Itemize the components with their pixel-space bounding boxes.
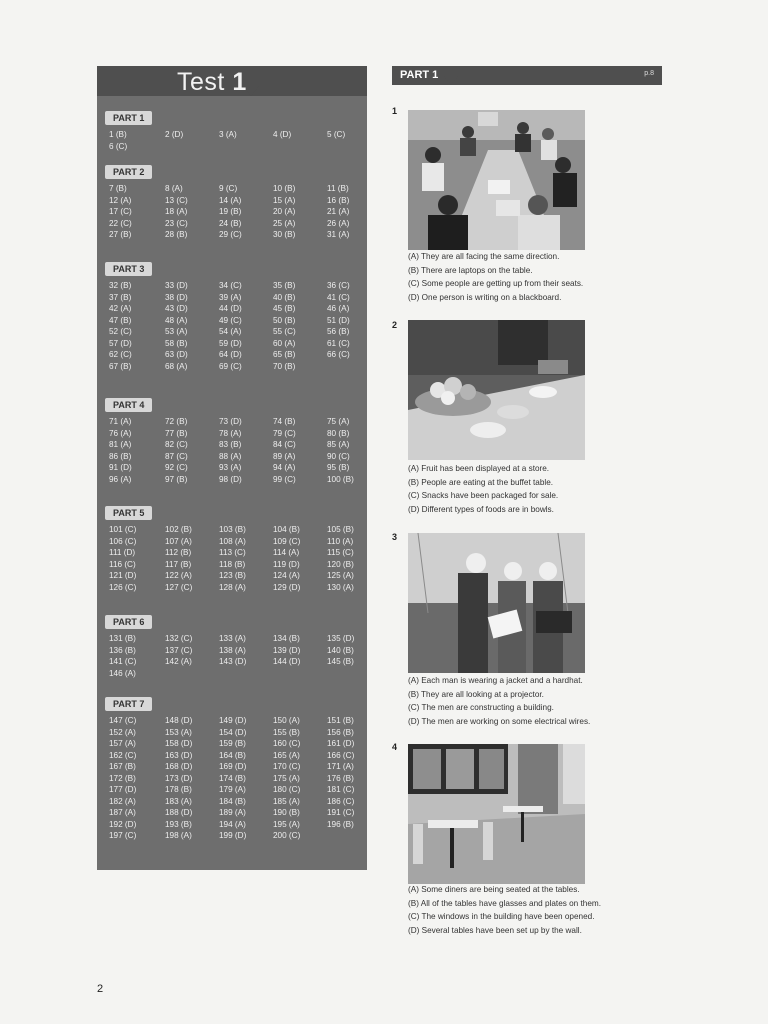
answer-item: 128 (A) [219,582,246,592]
answer-item: 84 (C) [273,440,296,449]
answer-item: 3 (A) [219,130,237,139]
answer-item: 39 (A) [219,292,242,302]
answer-item: 156 (B) [327,727,354,737]
answer-item: 155 (B) [273,727,300,737]
option-d: (D) The men are working on some electrical wires. [408,716,591,726]
answer-item: 198 (A) [165,831,192,840]
answer-item: 117 (B) [165,559,192,569]
answer-item: 81 (A) [109,440,132,449]
answer-item: 193 (B) [165,819,192,829]
answer-item: 78 (A) [219,428,242,438]
answer-item: 94 (A) [273,463,296,472]
answer-item: 186 (C) [327,796,355,806]
answer-item: 54 (A) [219,327,242,336]
answer-item: 145 (B) [327,657,354,666]
answer-item: 34 (C) [219,281,242,290]
answer-item: 121 (D) [109,571,137,580]
answer-item: 129 (D) [273,582,301,592]
answer-item: 115 (C) [327,548,354,557]
answer-grid [105,280,361,372]
answer-item: 174 (B) [219,773,246,783]
answer-item: 181 (C) [327,785,355,794]
answer-item: 48 (A) [165,315,188,325]
answer-item: 126 (C) [109,582,137,592]
answer-item: 171 (A) [327,762,354,771]
answer-item: 23 (C) [165,218,188,228]
answer-item: 137 (C) [165,645,193,655]
part-label: PART 7 [105,697,152,711]
answer-item: 116 (C) [109,559,136,569]
answer-item: 50 (B) [273,315,296,325]
answer-part-6 [105,612,361,679]
answer-item: 63 (D) [165,350,188,359]
page-reference: p.8 [644,70,654,77]
answer-item: 35 (B) [273,281,296,290]
test-title-word: Test [177,68,225,96]
answer-item: 146 (A) [109,668,136,678]
answer-item: 100 (B) [327,474,354,484]
answer-item: 51 (D) [327,315,350,325]
answer-item: 166 (C) [327,750,355,760]
answer-item: 183 (A) [165,796,192,806]
answer-item: 178 (B) [165,785,192,794]
answer-item: 61 (C) [327,338,350,348]
answer-item: 158 (D) [165,739,193,748]
option-a: (A) Each man is wearing a jacket and a hardhat. [408,676,583,685]
answer-item: 179 (A) [219,785,246,794]
answer-item: 4 (D) [273,130,292,139]
answer-item: 19 (B) [219,207,242,216]
answer-item: 79 (C) [273,428,296,438]
question-1-options [408,250,648,304]
option-a: (A) Fruit has been displayed at a store. [408,464,550,473]
answer-item: 190 (B) [273,808,300,817]
answer-item: 41 (C) [327,292,350,302]
answer-item: 57 (D) [109,338,132,348]
answer-item: 15 (A) [273,195,296,205]
part-header-label: PART 1 [400,69,439,81]
answer-item: 191 (C) [327,808,355,817]
answer-item: 104 (B) [273,525,300,534]
part-label: PART 3 [105,262,152,276]
answer-item: 56 (B) [327,327,350,336]
answer-grid [105,183,361,241]
answer-item: 53 (A) [165,327,188,336]
answer-item: 28 (B) [165,230,188,239]
answer-item: 151 (B) [327,716,354,725]
answer-grid [105,129,361,152]
answer-item: 139 (D) [273,645,301,655]
answer-item: 114 (A) [273,548,300,557]
answer-item: 32 (B) [109,281,132,290]
answer-item: 173 (D) [165,773,193,783]
option-b: (B) They are all looking at a projector. [408,689,544,699]
answer-item: 70 (B) [273,361,296,371]
answer-item: 142 (A) [165,657,192,666]
question-2-options [408,462,648,516]
cafe-photo [408,744,585,884]
answer-item: 95 (B) [327,463,350,472]
option-c: (C) Some people are getting up from their seats. [408,279,584,288]
answer-item: 153 (A) [165,727,192,737]
answer-item: 38 (D) [165,292,188,302]
answer-item: 86 (B) [109,451,132,461]
answer-item: 22 (C) [109,218,132,228]
answer-item: 188 (D) [165,808,193,817]
answer-item: 144 (D) [273,657,301,666]
answer-item: 18 (A) [165,207,188,216]
option-a: (A) They are all facing the same direction. [408,252,560,261]
answer-item: 162 (C) [109,750,137,760]
question-3-options [408,674,648,728]
answer-item: 69 (C) [219,361,242,371]
answer-grid [105,633,361,679]
answer-item: 68 (A) [165,361,188,371]
answer-item: 1 (B) [109,130,127,139]
part-label: PART 5 [105,506,152,520]
answer-item: 36 (C) [327,281,350,290]
answer-item: 66 (C) [327,350,350,359]
question-number-2: 2 [392,320,398,330]
answer-item: 96 (A) [109,474,132,484]
answer-item: 62 (C) [109,350,132,359]
answer-item: 168 (D) [165,762,193,771]
answer-part-5 [105,503,361,593]
answer-grid [105,416,361,485]
answer-item: 64 (D) [219,350,242,359]
answer-item: 9 (C) [219,184,238,193]
answer-item: 99 (C) [273,474,296,484]
answer-item: 118 (B) [219,559,246,569]
option-a: (A) Some diners are being seated at the tables. [408,885,580,894]
answer-item: 120 (B) [327,559,354,569]
answer-item: 7 (B) [109,184,127,193]
answer-item: 194 (A) [219,819,246,829]
answer-item: 197 (C) [109,831,137,840]
answer-item: 72 (B) [165,417,188,426]
answer-item: 110 (A) [327,536,354,546]
answer-item: 27 (B) [109,230,132,239]
answer-item: 177 (D) [109,785,137,794]
answer-item: 175 (A) [273,773,300,783]
answer-item: 47 (B) [109,315,132,325]
part-header-notch [444,76,458,85]
answer-item: 122 (A) [165,571,192,580]
answer-item: 111 (D) [109,548,136,557]
answer-item: 88 (A) [219,451,242,461]
answer-item: 85 (A) [327,440,350,449]
answer-item: 184 (B) [219,796,246,806]
answer-item: 24 (B) [219,218,242,228]
answer-item: 107 (A) [165,536,192,546]
answer-item: 52 (C) [109,327,132,336]
answer-item: 13 (C) [165,195,188,205]
answer-grid [105,715,361,842]
answer-item: 12 (A) [109,195,132,205]
option-c: (C) The windows in the building have been opened. [408,912,595,921]
answer-item: 187 (A) [109,808,136,817]
answer-item: 165 (A) [273,750,300,760]
answer-item: 130 (A) [327,582,354,592]
answer-item: 89 (A) [273,451,296,461]
answer-item: 119 (D) [273,559,300,569]
answer-item: 60 (A) [273,338,296,348]
answer-item: 37 (B) [109,292,132,302]
answer-item: 124 (A) [273,571,300,580]
answer-item: 143 (D) [219,657,247,666]
page-number: 2 [97,983,104,995]
answer-item: 112 (B) [165,548,192,557]
answer-item: 91 (D) [109,463,132,472]
answer-item: 150 (A) [273,716,300,725]
answer-item: 185 (A) [273,796,300,806]
option-b: (B) All of the tables have glasses and plates on them. [408,898,601,908]
answer-item: 101 (C) [109,525,137,534]
answer-item: 180 (C) [273,785,301,794]
answer-item: 67 (B) [109,361,132,371]
answer-item: 189 (A) [219,808,246,817]
workers-photo [408,533,585,673]
answer-item: 93 (A) [219,463,242,472]
answer-item: 160 (C) [273,739,301,748]
answer-item: 108 (A) [219,536,246,546]
answer-item: 113 (C) [219,548,246,557]
answer-item: 199 (D) [219,831,247,840]
answer-item: 55 (C) [273,327,296,336]
answer-item: 103 (B) [219,525,246,534]
option-c: (C) The men are constructing a building. [408,703,554,712]
answer-item: 149 (D) [219,716,247,725]
answer-item: 25 (A) [273,218,296,228]
answer-item: 97 (B) [165,474,188,484]
option-b: (B) People are eating at the buffet table. [408,477,554,487]
answer-item: 74 (B) [273,417,296,426]
answer-part-1 [105,108,361,152]
answer-item: 87 (C) [165,451,188,461]
option-d: (D) Different types of foods are in bowls. [408,504,554,514]
option-b: (B) There are laptops on the table. [408,265,533,275]
answer-item: 45 (B) [273,304,296,313]
answer-item: 200 (C) [273,831,301,840]
answer-item: 123 (B) [219,571,246,580]
answer-key-panel [97,66,367,870]
answer-item: 163 (D) [165,750,193,760]
answer-item: 20 (A) [273,207,296,216]
answer-item: 125 (A) [327,571,354,580]
answer-item: 170 (C) [273,762,301,771]
answer-item: 6 (C) [109,141,128,151]
answer-item: 161 (D) [327,739,355,748]
part-label: PART 2 [105,165,152,179]
option-c: (C) Snacks have been packaged for sale. [408,491,559,500]
question-4-options [408,883,648,937]
answer-item: 152 (A) [109,727,136,737]
answer-item: 135 (D) [327,634,355,643]
question-number-4: 4 [392,742,398,752]
option-d: (D) Several tables have been set up by the wall. [408,925,582,935]
answer-item: 159 (B) [219,739,246,748]
answer-item: 59 (D) [219,338,242,348]
answer-item: 82 (C) [165,440,188,449]
part-label: PART 6 [105,615,152,629]
test-title [177,68,247,97]
answer-item: 154 (D) [219,727,247,737]
answer-item: 131 (B) [109,634,136,643]
answer-item: 157 (A) [109,739,136,748]
answer-item: 11 (B) [327,184,349,193]
buffet-photo [408,320,585,460]
answer-item: 105 (B) [327,525,354,534]
test-title-number: 1 [232,68,247,96]
answer-item: 40 (B) [273,292,296,302]
answer-item: 140 (B) [327,645,354,655]
answer-item: 31 (A) [327,230,350,239]
answer-item: 138 (A) [219,645,246,655]
answer-item: 29 (C) [219,230,242,239]
answer-part-4 [105,395,361,485]
meeting-photo [408,110,585,250]
answer-item: 195 (A) [273,819,300,829]
answer-part-2 [105,162,361,241]
question-number-3: 3 [392,532,398,542]
answer-item: 5 (C) [327,130,346,139]
answer-item: 106 (C) [109,536,137,546]
answer-item: 76 (A) [109,428,132,438]
answer-item: 33 (D) [165,281,188,290]
answer-item: 196 (B) [327,819,354,829]
answer-item: 58 (B) [165,338,188,348]
answer-item: 21 (A) [327,207,350,216]
answer-item: 141 (C) [109,657,137,666]
answer-item: 42 (A) [109,304,132,313]
answer-item: 71 (A) [109,417,132,426]
answer-item: 148 (D) [165,716,193,725]
answer-part-3 [105,259,361,372]
answer-item: 98 (D) [219,474,242,484]
answer-item: 75 (A) [327,417,350,426]
answer-item: 169 (D) [219,762,247,771]
answer-item: 17 (C) [109,207,132,216]
answer-item: 16 (B) [327,195,350,205]
answer-item: 127 (C) [165,582,193,592]
answer-item: 176 (B) [327,773,354,783]
answer-item: 65 (B) [273,350,296,359]
answer-item: 136 (B) [109,645,136,655]
answer-grid [105,524,361,593]
answer-item: 134 (B) [273,634,300,643]
part-header-bar [392,66,662,85]
answer-item: 14 (A) [219,195,242,205]
answer-item: 26 (A) [327,218,350,228]
answer-item: 109 (C) [273,536,301,546]
option-d: (D) One person is writing on a blackboard. [408,292,562,302]
answer-item: 77 (B) [165,428,188,438]
answer-item: 73 (D) [219,417,242,426]
answer-item: 167 (B) [109,762,136,771]
answer-item: 46 (A) [327,304,350,313]
answer-item: 49 (C) [219,315,242,325]
answer-item: 172 (B) [109,773,136,783]
answer-item: 102 (B) [165,525,192,534]
answer-item: 164 (B) [219,750,246,760]
answer-item: 2 (D) [165,130,184,139]
answer-part-7 [105,694,361,842]
answer-item: 90 (C) [327,451,350,461]
answer-item: 10 (B) [273,184,296,193]
answer-item: 8 (A) [165,184,183,193]
question-number-1: 1 [392,106,398,116]
answer-item: 80 (B) [327,428,350,438]
answer-item: 192 (D) [109,819,137,829]
part-label: PART 4 [105,398,152,412]
answer-item: 43 (D) [165,304,188,313]
answer-item: 133 (A) [219,634,246,643]
answer-item: 147 (C) [109,716,137,725]
part-label: PART 1 [105,111,152,125]
answer-item: 92 (C) [165,463,188,472]
answer-item: 132 (C) [165,634,193,643]
answer-item: 30 (B) [273,230,296,239]
answer-item: 83 (B) [219,440,242,449]
answer-item: 182 (A) [109,796,136,806]
answer-item: 44 (D) [219,304,242,313]
